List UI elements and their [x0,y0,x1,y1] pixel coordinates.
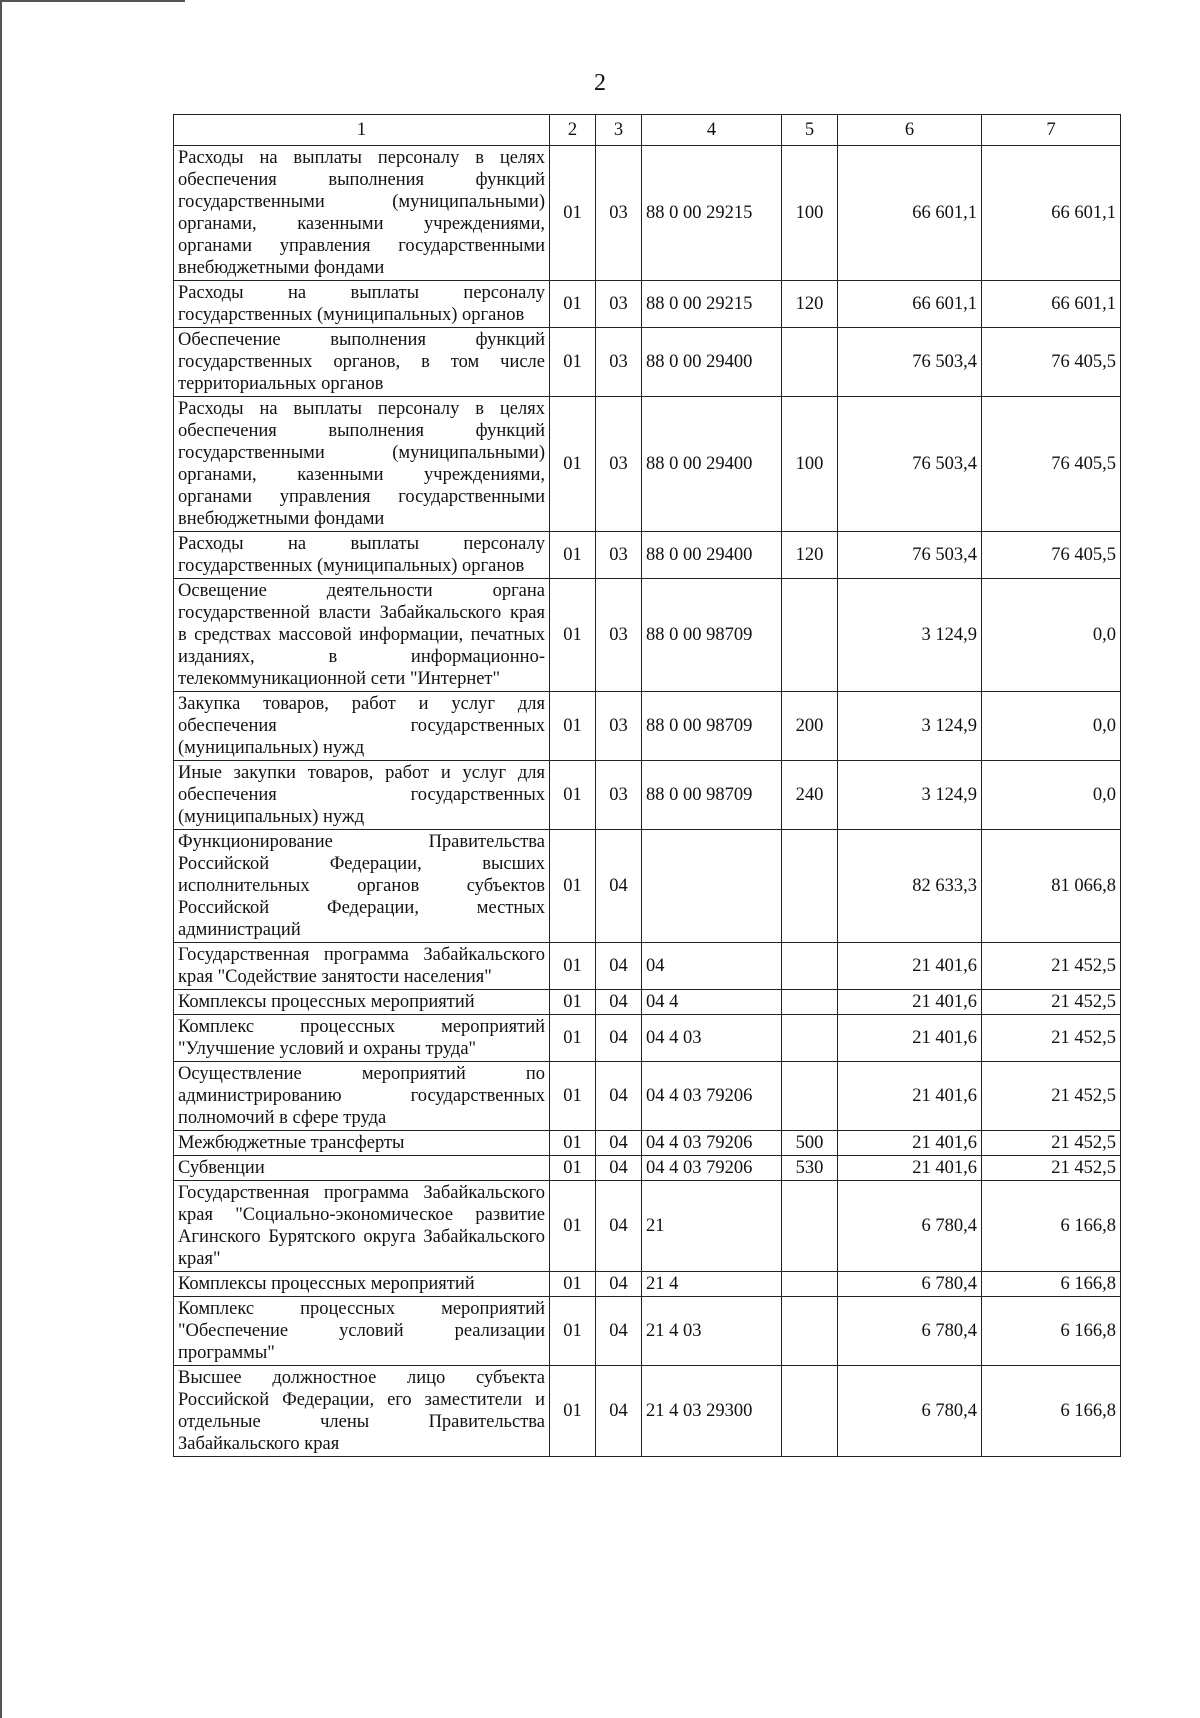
section-code-cell: 01 [550,990,596,1015]
target-article-cell: 04 4 03 79206 [642,1156,782,1181]
row-name-cell: Государственная программа Забайкальского края "Социально-экономическое развитие Агинского Бурятского округа Забайкальского края" [174,1181,550,1272]
row-name-cell: Межбюджетные трансферты [174,1131,550,1156]
expense-type-cell [782,1015,838,1062]
amount-year1-cell: 6 780,4 [838,1272,982,1297]
subsection-code-cell: 04 [596,1015,642,1062]
table-header-row [174,115,1121,146]
header-col-6: 6 [838,115,982,146]
section-code-cell: 01 [550,397,596,532]
expense-type-cell [782,1062,838,1131]
subsection-code-cell: 03 [596,281,642,328]
expense-type-cell: 120 [782,281,838,328]
section-code-cell: 01 [550,692,596,761]
expense-type-cell [782,328,838,397]
section-code-cell: 01 [550,943,596,990]
row-name-cell: Расходы на выплаты персоналу в целях обеспечения выполнения функций государственными (муниципальными) органами, казенными учреждениями, органами управления государственными внебюджетными фондами [174,146,550,281]
table-row [174,1181,1121,1272]
subsection-code-cell: 03 [596,692,642,761]
table-row [174,579,1121,692]
target-article-cell: 88 0 00 29400 [642,328,782,397]
amount-year1-cell: 76 503,4 [838,397,982,532]
expense-type-cell [782,943,838,990]
target-article-cell: 04 [642,943,782,990]
expense-type-cell: 120 [782,532,838,579]
table-row [174,943,1121,990]
header-col-7: 7 [982,115,1121,146]
amount-year2-cell: 76 405,5 [982,328,1121,397]
expense-type-cell [782,1366,838,1457]
header-col-4: 4 [642,115,782,146]
amount-year1-cell: 21 401,6 [838,1156,982,1181]
target-article-cell: 88 0 00 98709 [642,761,782,830]
header-col-5: 5 [782,115,838,146]
row-name-cell: Государственная программа Забайкальского края "Содействие занятости населения" [174,943,550,990]
amount-year2-cell: 21 452,5 [982,943,1121,990]
amount-year1-cell: 66 601,1 [838,146,982,281]
table-row [174,1272,1121,1297]
amount-year1-cell: 21 401,6 [838,990,982,1015]
scan-top-margin-line [0,0,185,2]
table-row [174,397,1121,532]
target-article-cell: 88 0 00 29215 [642,281,782,328]
target-article-cell: 04 4 03 [642,1015,782,1062]
amount-year2-cell: 0,0 [982,692,1121,761]
section-code-cell: 01 [550,1131,596,1156]
subsection-code-cell: 04 [596,1297,642,1366]
subsection-code-cell: 04 [596,943,642,990]
header-col-3: 3 [596,115,642,146]
amount-year1-cell: 76 503,4 [838,328,982,397]
expense-type-cell: 200 [782,692,838,761]
target-article-cell: 88 0 00 98709 [642,579,782,692]
expense-type-cell: 100 [782,146,838,281]
amount-year2-cell: 21 452,5 [982,1015,1121,1062]
amount-year2-cell: 21 452,5 [982,1131,1121,1156]
subsection-code-cell: 04 [596,1156,642,1181]
section-code-cell: 01 [550,1181,596,1272]
target-article-cell: 88 0 00 98709 [642,692,782,761]
header-col-1: 1 [174,115,550,146]
table-row [174,281,1121,328]
expense-type-cell [782,1181,838,1272]
target-article-cell [642,830,782,943]
row-name-cell: Функционирование Правительства Российской Федерации, высших исполнительных органов субъектов Российской Федерации, местных администраций [174,830,550,943]
amount-year1-cell: 21 401,6 [838,1015,982,1062]
section-code-cell: 01 [550,1015,596,1062]
amount-year2-cell: 6 166,8 [982,1297,1121,1366]
table-row [174,328,1121,397]
target-article-cell: 21 4 [642,1272,782,1297]
amount-year1-cell: 21 401,6 [838,1062,982,1131]
row-name-cell: Обеспечение выполнения функций государственных органов, в том числе территориальных органов [174,328,550,397]
amount-year2-cell: 0,0 [982,761,1121,830]
table-row [174,1297,1121,1366]
row-name-cell: Расходы на выплаты персоналу в целях обеспечения выполнения функций государственными (муниципальными) органами, казенными учреждениями, органами управления государственными внебюджетными фондами [174,397,550,532]
table-row [174,990,1121,1015]
expense-type-cell [782,579,838,692]
subsection-code-cell: 04 [596,1131,642,1156]
table-row [174,761,1121,830]
row-name-cell: Расходы на выплаты персоналу государственных (муниципальных) органов [174,281,550,328]
subsection-code-cell: 04 [596,1062,642,1131]
table-row [174,1015,1121,1062]
subsection-code-cell: 03 [596,761,642,830]
amount-year1-cell: 3 124,9 [838,579,982,692]
expense-type-cell: 100 [782,397,838,532]
subsection-code-cell: 04 [596,1272,642,1297]
target-article-cell: 04 4 03 79206 [642,1131,782,1156]
target-article-cell: 04 4 [642,990,782,1015]
section-code-cell: 01 [550,1062,596,1131]
amount-year2-cell: 66 601,1 [982,281,1121,328]
amount-year2-cell: 6 166,8 [982,1181,1121,1272]
subsection-code-cell: 03 [596,146,642,281]
target-article-cell: 21 4 03 29300 [642,1366,782,1457]
table-row [174,1156,1121,1181]
amount-year2-cell: 21 452,5 [982,1062,1121,1131]
target-article-cell: 04 4 03 79206 [642,1062,782,1131]
amount-year2-cell: 66 601,1 [982,146,1121,281]
target-article-cell: 21 [642,1181,782,1272]
page-number: 2 [594,70,606,96]
table-row [174,146,1121,281]
row-name-cell: Комплексы процессных мероприятий [174,990,550,1015]
row-name-cell: Иные закупки товаров, работ и услуг для обеспечения государственных (муниципальных) нужд [174,761,550,830]
expense-type-cell [782,830,838,943]
row-name-cell: Высшее должностное лицо субъекта Российской Федерации, его заместители и отдельные члены Правительства Забайкальского края [174,1366,550,1457]
section-code-cell: 01 [550,281,596,328]
amount-year2-cell: 76 405,5 [982,397,1121,532]
amount-year1-cell: 6 780,4 [838,1297,982,1366]
subsection-code-cell: 03 [596,328,642,397]
target-article-cell: 21 4 03 [642,1297,782,1366]
row-name-cell: Комплекс процессных мероприятий "Улучшение условий и охраны труда" [174,1015,550,1062]
table-row [174,532,1121,579]
amount-year2-cell: 6 166,8 [982,1366,1121,1457]
amount-year1-cell: 3 124,9 [838,692,982,761]
target-article-cell: 88 0 00 29215 [642,146,782,281]
section-code-cell: 01 [550,328,596,397]
amount-year2-cell: 6 166,8 [982,1272,1121,1297]
scan-left-margin-line [0,0,7,1718]
expense-type-cell: 500 [782,1131,838,1156]
subsection-code-cell: 04 [596,1366,642,1457]
header-col-2: 2 [550,115,596,146]
table-row [174,1366,1121,1457]
row-name-cell: Закупка товаров, работ и услуг для обеспечения государственных (муниципальных) нужд [174,692,550,761]
amount-year1-cell: 6 780,4 [838,1366,982,1457]
subsection-code-cell: 04 [596,830,642,943]
amount-year1-cell: 21 401,6 [838,943,982,990]
section-code-cell: 01 [550,830,596,943]
amount-year1-cell: 66 601,1 [838,281,982,328]
row-name-cell: Освещение деятельности органа государственной власти Забайкальского края в средствах массовой информации, печатных изданиях, в информационно-телекоммуникационной сети "Интернет" [174,579,550,692]
row-name-cell: Комплексы процессных мероприятий [174,1272,550,1297]
table-row [174,1131,1121,1156]
subsection-code-cell: 03 [596,579,642,692]
table-row [174,1062,1121,1131]
row-name-cell: Осуществление мероприятий по администрированию государственных полномочий в сфере труда [174,1062,550,1131]
amount-year2-cell: 21 452,5 [982,990,1121,1015]
amount-year1-cell: 6 780,4 [838,1181,982,1272]
subsection-code-cell: 03 [596,532,642,579]
amount-year1-cell: 21 401,6 [838,1131,982,1156]
amount-year2-cell: 81 066,8 [982,830,1121,943]
amount-year2-cell: 21 452,5 [982,1156,1121,1181]
amount-year2-cell: 76 405,5 [982,532,1121,579]
section-code-cell: 01 [550,532,596,579]
target-article-cell: 88 0 00 29400 [642,532,782,579]
expense-type-cell [782,1272,838,1297]
target-article-cell: 88 0 00 29400 [642,397,782,532]
row-name-cell: Расходы на выплаты персоналу государственных (муниципальных) органов [174,532,550,579]
expense-type-cell: 530 [782,1156,838,1181]
table-body [174,146,1121,1457]
section-code-cell: 01 [550,1366,596,1457]
expense-type-cell [782,1297,838,1366]
section-code-cell: 01 [550,1297,596,1366]
budget-table [173,114,1121,1457]
amount-year2-cell: 0,0 [982,579,1121,692]
section-code-cell: 01 [550,761,596,830]
expense-type-cell: 240 [782,761,838,830]
row-name-cell: Комплекс процессных мероприятий "Обеспечение условий реализации программы" [174,1297,550,1366]
amount-year1-cell: 82 633,3 [838,830,982,943]
amount-year1-cell: 76 503,4 [838,532,982,579]
section-code-cell: 01 [550,1156,596,1181]
table-row [174,830,1121,943]
expense-type-cell [782,990,838,1015]
section-code-cell: 01 [550,146,596,281]
subsection-code-cell: 03 [596,397,642,532]
table-row [174,692,1121,761]
row-name-cell: Субвенции [174,1156,550,1181]
section-code-cell: 01 [550,1272,596,1297]
section-code-cell: 01 [550,579,596,692]
amount-year1-cell: 3 124,9 [838,761,982,830]
subsection-code-cell: 04 [596,1181,642,1272]
subsection-code-cell: 04 [596,990,642,1015]
